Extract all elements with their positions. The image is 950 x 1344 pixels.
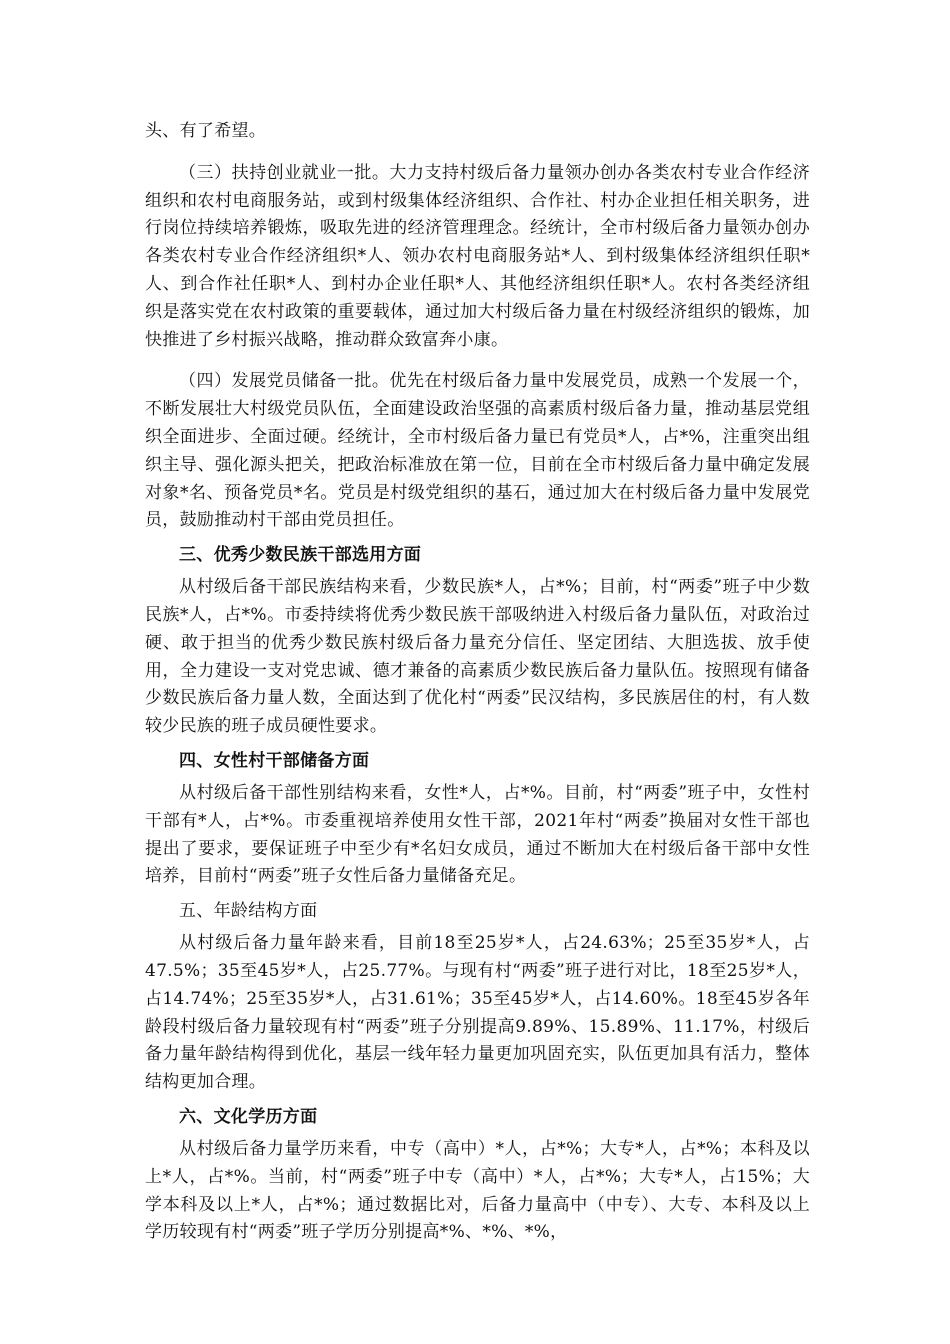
section-heading-age-structure: 五、年龄结构方面 — [179, 901, 318, 922]
section-heading-education: 六、文化学历方面 — [179, 1106, 318, 1127]
paragraph-female-cadres: 从村级后备干部性别结构来看，女性*人，占*%。目前，村“两委”班子中，女性村干部有*人，占*%。市委重视培养使用女性干部，2021年村“两委”换届对女性干部也提出了要求，要保证班子中至少有*名妇女成员，通过不断加大在村级后备干部中女性培养，目前村“两委”班子女性后备力量储备充足。 — [145, 782, 810, 887]
paragraph-education: 从村级后备力量学历来看，中专（高中）*人，占*%；大专*人，占*%；本科及以上*人，占*%。当前，村“两委”班子中专（高中）*人，占*%；大专*人，占15%；大学本科及以上*人，占*%；通过数据比对，后备力量高中（中专）、大专、本科及以上学历较现有村“两委”班子学历分别提高*%、*%、*%， — [145, 1138, 810, 1243]
section-heading-ethnic-minority: 三、优秀少数民族干部选用方面 — [179, 545, 422, 566]
paragraph-party-members: （四）发展党员储备一批。优先在村级后备力量中发展党员，成熟一个发展一个，不断发展壮大村级党员队伍，全面建设政治坚强的高素质村级后备力量，推动基层党组织全面进步、全面过硬。经统计，全市村级后备力量已有党员*人，占*%，注重突出组织主导、强化源头把关，把政治标准放在第一位，目前在全市村级后备力量中确定发展对象*名、预备党员*名。党员是村级党组织的基石，通过加大在村级后备力量中发展党员，鼓励推动村干部由党员担任。 — [145, 371, 810, 531]
section-heading-female-cadres: 四、女性村干部储备方面 — [179, 750, 370, 771]
paragraph-entrepreneurship: （三）扶持创业就业一批。大力支持村级后备力量领办创办各类农村专业合作经济组织和农村电商服务站，或到村级集体经济组织、合作社、村办企业担任相关职务，进行岗位持续培养锻炼，吸取先进的经济管理理念。经统计，全市村级后备力量领办创办各类农村专业合作经济组织*人、领办农村电商服务站*人、到村级集体经济组织任职*人、到合作社任职*人、到村办企业任职*人、其他经济组织任职*人。农村各类经济组织是落实党在农村政策的重要载体，通过加大村级后备力量在村级经济组织的锻炼，加快推进了乡村振兴战略，推动群众致富奔小康。 — [145, 162, 810, 350]
paragraph-continuation: 头、有了希望。 — [145, 121, 267, 141]
paragraph-ethnic-minority: 从村级后备干部民族结构来看，少数民族*人，占*%；目前，村“两委”班子中少数民族*人，占*%。市委持续将优秀少数民族干部吸纳进入村级后备力量队伍，对政治过硬、敢于担当的优秀少数民族村级后备力量充分信任、坚定团结、大胆选拔、放手使用，全力建设一支对党忠诚、德才兼备的高素质少数民族后备力量队伍。按照现有储备少数民族后备力量人数，全面达到了优化村“两委”民汉结构，多民族居住的村，有人数较少民族的班子成员硬性要求。 — [145, 577, 810, 737]
document-page — [145, 118, 810, 1247]
paragraph-age-structure: 从村级后备力量年龄来看，目前18至25岁*人，占24.63%；25至35岁*人，占47.5%；35至45岁*人，占25.77%。与现有村“两委”班子进行对比，18至25岁*人，占14.74%；25至35岁*人，占31.61%；35至45岁*人，占14.60%。18至45岁各年龄段村级后备力量较现有村“两委”班子分别提高9.89%、15.89%、11.17%，村级后备力量年龄结构得到优化，基层一线年轻力量更加巩固充实，队伍更加具有活力，整体结构更加合理。 — [145, 933, 810, 1093]
